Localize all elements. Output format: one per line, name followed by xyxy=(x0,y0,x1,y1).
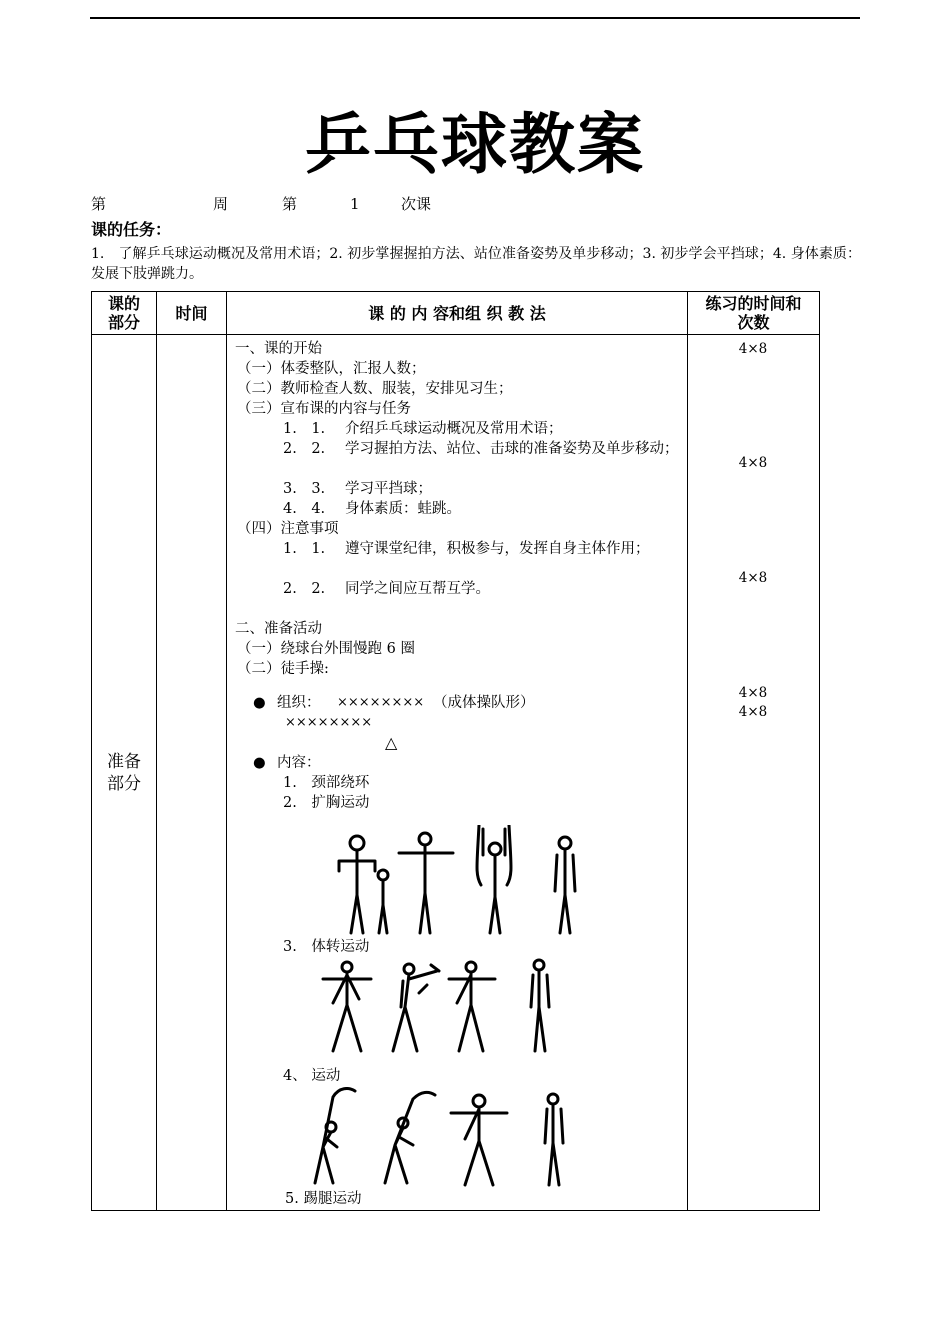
d-item-1-text: 遵守课堂纪律，积极参与，发挥自身主体作用； xyxy=(345,541,650,557)
c-item-3-num: 3. 3. xyxy=(283,481,326,497)
figure-8-icon xyxy=(531,960,549,1051)
figure-12-icon xyxy=(545,1094,563,1185)
trunk-rotation-figures xyxy=(319,957,569,1053)
figure-9-icon xyxy=(315,1089,355,1183)
task-heading: 课的任务： xyxy=(91,220,172,239)
exercise-5: 5. 踢腿运动 xyxy=(285,1191,362,1207)
exercise-1: 1. 颈部绕环 xyxy=(283,775,370,791)
figure-7-icon xyxy=(449,962,495,1051)
bullet-icon: ● xyxy=(253,695,266,711)
side-bend-figures xyxy=(303,1087,573,1187)
c-item-4-num: 4. 4. xyxy=(283,501,326,517)
page-title: 乒乓球教案 xyxy=(305,106,645,183)
week-label-4: 次课 xyxy=(401,195,432,213)
bullet-icon: ● xyxy=(253,755,266,771)
d-item-1-num: 1. 1. xyxy=(283,541,326,557)
rep-5: 4×8 xyxy=(738,704,768,720)
week-label-1: 第 xyxy=(91,195,107,213)
rep-1: 4×8 xyxy=(738,341,768,357)
section-1-title: 一、课的开始 xyxy=(235,341,322,357)
table-header-row xyxy=(92,292,820,335)
content-label: 内容： xyxy=(277,755,321,771)
section-2-title: 二、准备活动 xyxy=(235,621,322,637)
section-2-b: （二）徒手操: xyxy=(237,661,329,677)
c-item-2-num: 2. 2. xyxy=(283,441,326,457)
exercise-3: 3. 体转运动 xyxy=(283,939,370,955)
c-item-1-text: 介绍乒乓球运动概况及常用术语； xyxy=(345,421,563,437)
header-time: 时间 xyxy=(157,292,227,335)
week-label-2: 周 xyxy=(213,195,229,213)
section-1-d: （四）注意事项 xyxy=(237,521,339,537)
figure-5-icon xyxy=(323,962,371,1051)
section-2-a: （一）绕球台外围慢跑 6 圈 xyxy=(237,641,415,657)
figure-2-icon xyxy=(399,833,453,933)
rep-2: 4×8 xyxy=(738,455,768,471)
rep-4: 4×8 xyxy=(738,685,768,701)
c-item-3-text: 学习平挡球； xyxy=(345,481,432,497)
part-cell: 准备部分 xyxy=(92,335,157,1211)
figure-4-icon xyxy=(555,837,575,933)
figure-1-icon xyxy=(339,836,375,933)
exercise-4: 4、 运动 xyxy=(283,1068,341,1084)
section-1-b: （二）教师检查人数、服装，安排见习生； xyxy=(237,381,513,397)
header-reps: 练习的时间和次数 xyxy=(688,292,820,335)
teacher-triangle-icon: △ xyxy=(385,733,398,752)
header-part: 课的部分 xyxy=(92,292,157,335)
org-note: （成体操队形） xyxy=(433,695,535,711)
d-item-2-num: 2. 2. xyxy=(283,581,326,597)
table-body-row xyxy=(92,335,820,1211)
chest-expansion-figures xyxy=(319,825,599,935)
c-item-2-text: 学习握拍方法、站位、击球的准备姿势及单步移动； xyxy=(345,441,679,457)
exercise-2: 2. 扩胸运动 xyxy=(283,795,370,811)
top-rule xyxy=(90,17,860,19)
figure-6-icon xyxy=(393,964,439,1051)
figure-10-icon xyxy=(385,1092,435,1183)
figure-11-icon xyxy=(451,1095,507,1185)
rep-3: 4×8 xyxy=(738,570,768,586)
week-label-3: 第 xyxy=(282,195,298,213)
time-cell xyxy=(157,335,227,1211)
org-row-2: ×××××××× xyxy=(285,715,373,730)
figure-1b-icon xyxy=(378,870,388,933)
org-label: 组织： xyxy=(277,695,321,711)
lesson-plan-table xyxy=(91,291,820,1211)
c-item-1-num: 1. 1. xyxy=(283,421,326,437)
d-item-2-text: 同学之间应互帮互学。 xyxy=(345,581,490,597)
org-row-1: ×××××××× xyxy=(337,695,425,710)
figure-3-icon xyxy=(477,825,511,933)
header-content: 课 的 内 容和组 织 教 法 xyxy=(227,292,688,335)
task-body: 1. 了解乒乓球运动概况及常用术语；2. 初步掌握握拍方法、站位准备姿势及单步移动；3. 初步学会平挡球；4. 身体素质：发展下肢弹跳力。 xyxy=(91,246,861,282)
content-cell xyxy=(227,335,688,1211)
reps-cell xyxy=(688,335,820,1211)
section-1-a: （一）体委整队，汇报人数； xyxy=(237,361,426,377)
section-1-c: （三）宣布课的内容与任务 xyxy=(237,401,411,417)
lesson-number: 1 xyxy=(350,195,360,213)
c-item-4-text: 身体素质：蛙跳。 xyxy=(345,501,461,517)
